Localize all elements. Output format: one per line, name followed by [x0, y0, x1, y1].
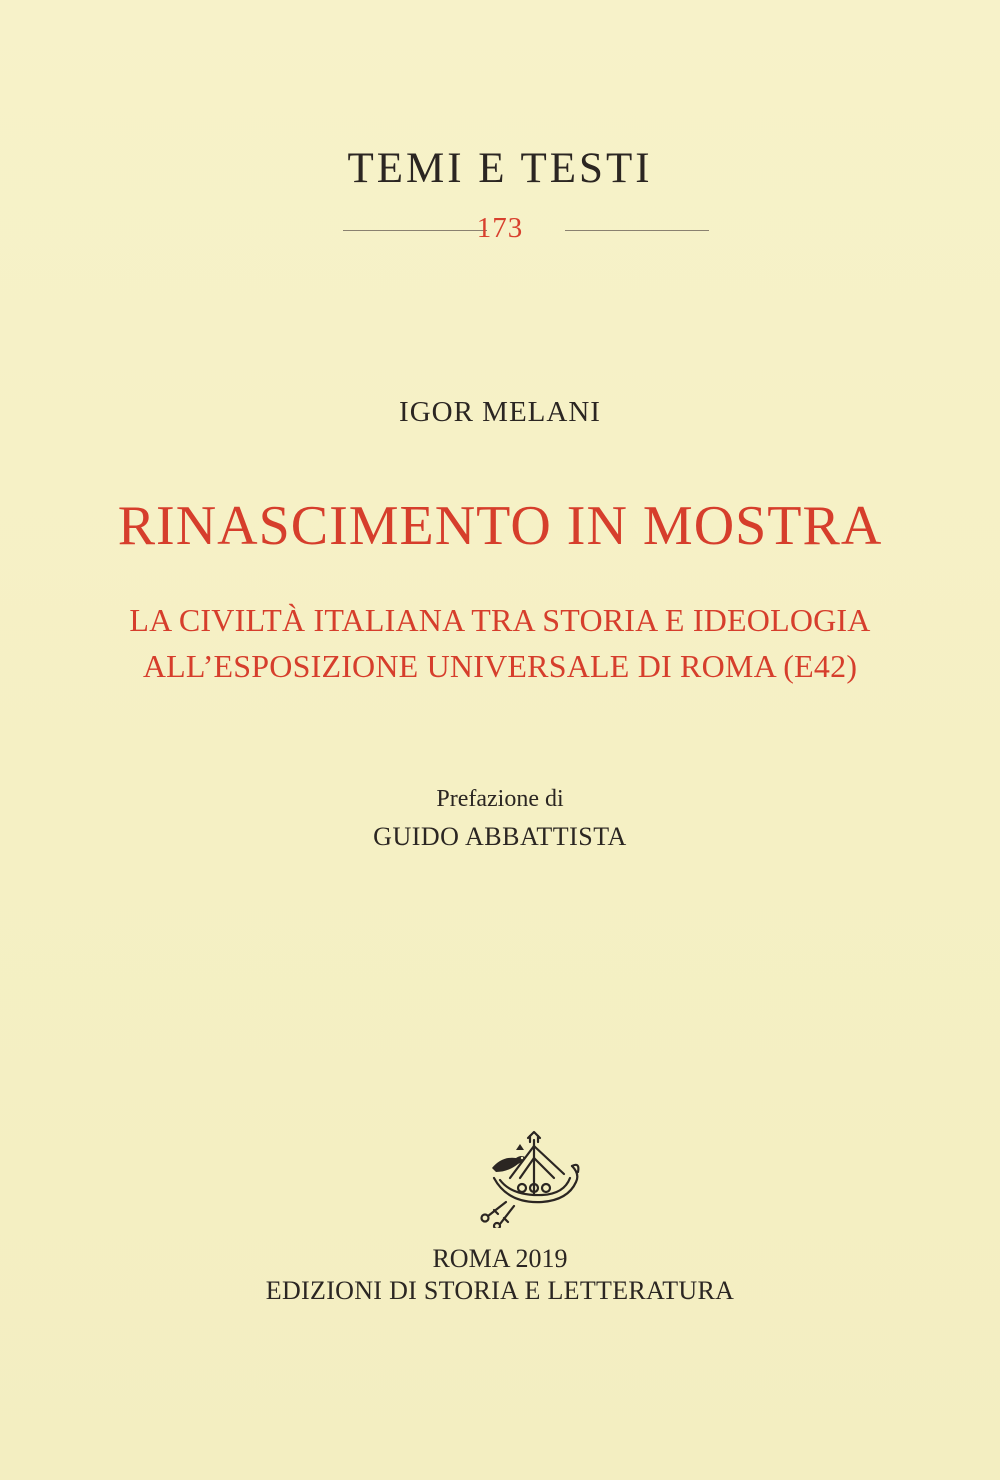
ship-emblem-icon	[472, 1128, 588, 1228]
imprint-place-year: ROMA 2019	[432, 1244, 568, 1273]
author-name: IGOR MELANI	[399, 396, 601, 428]
imprint-publisher: EDIZIONI DI STORIA E LETTERATURA	[265, 1276, 735, 1305]
series-rule-right	[565, 230, 709, 231]
subtitle-line-2: ALL’ESPOSIZIONE UNIVERSALE DI ROMA (E42)	[142, 648, 858, 684]
series-number: 173	[476, 212, 524, 244]
preface-author: GUIDO ABBATTISTA	[373, 822, 627, 851]
series-title: TEMI E TESTI	[347, 145, 653, 192]
book-title: RINASCIMENTO IN MOSTRA	[117, 495, 883, 557]
preface-label: Prefazione di	[436, 786, 564, 812]
subtitle-line-1: LA CIVILTÀ ITALIANA TRA STORIA E IDEOLOGIA	[129, 602, 871, 638]
series-number-row	[0, 212, 1000, 252]
